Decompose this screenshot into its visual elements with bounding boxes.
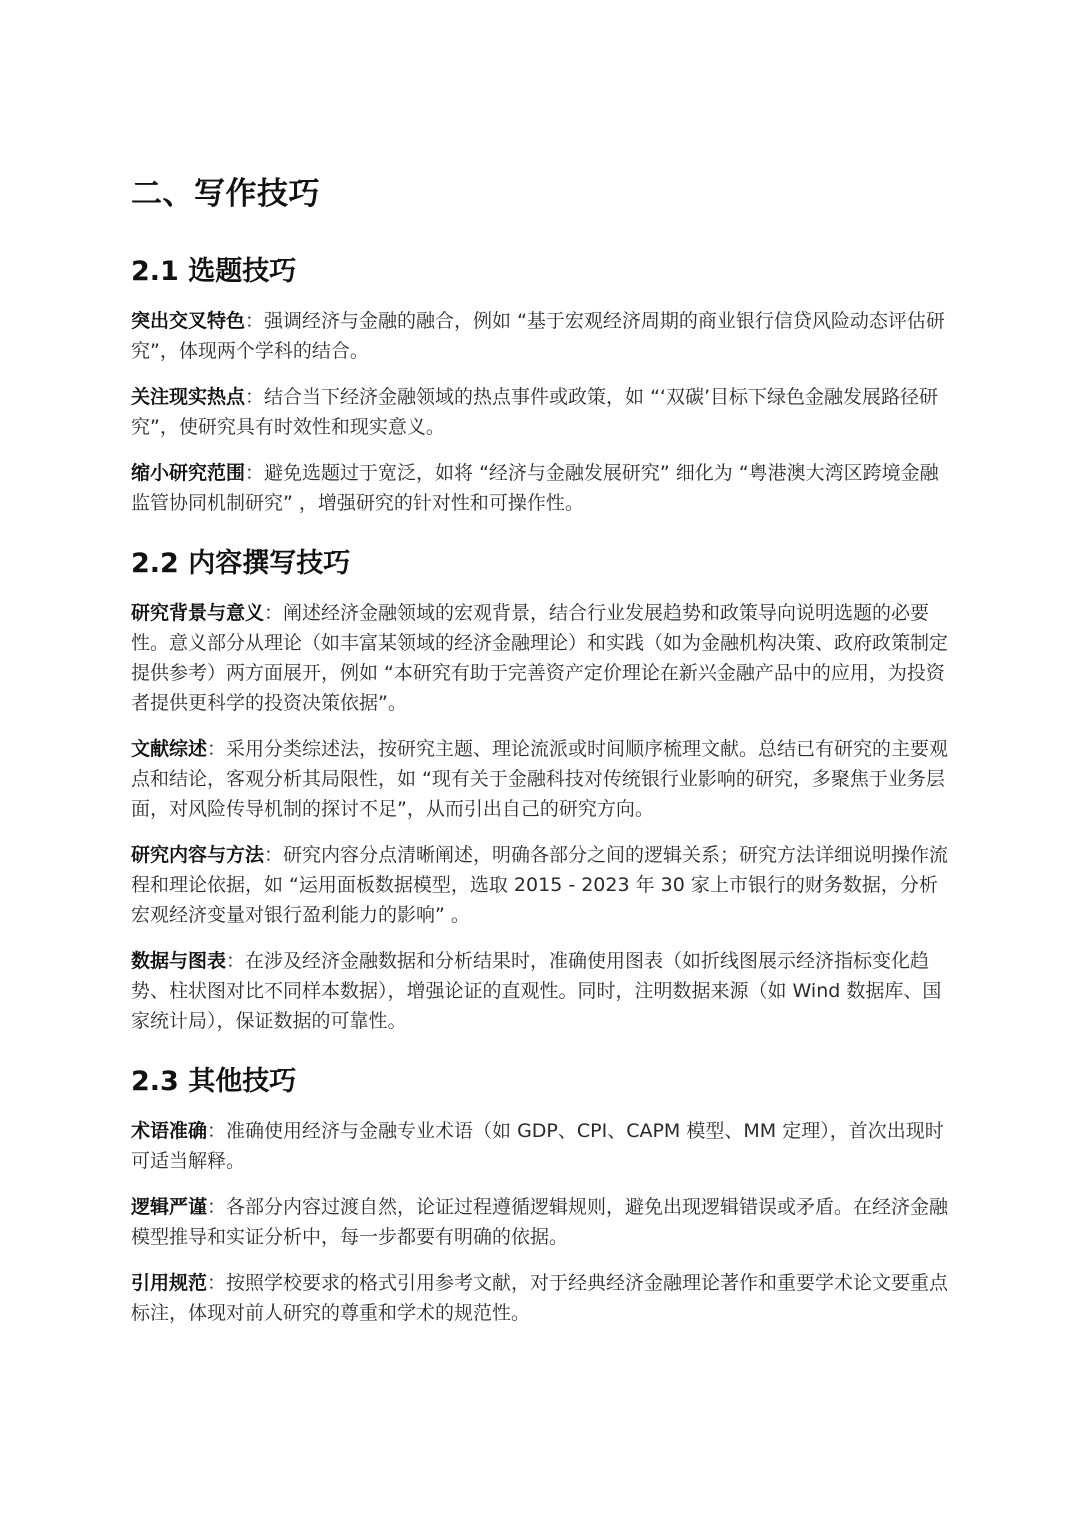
term-label: 突出交叉特色 bbox=[131, 310, 246, 332]
term-separator: ： bbox=[226, 950, 246, 972]
term-separator: ： bbox=[245, 310, 265, 332]
paragraph-text: 在涉及经济金融数据和分析结果时，准确使用图表（如折线图展示经济指标变化趋势、柱状图对比不同样本数据），增强论证的直观性。同时，注明数据来源（如 Wind 数据库、国家统计局），保证数据的可靠性。 bbox=[131, 950, 942, 1032]
paragraph-text: 结合当下经济金融领域的热点事件或政策，如 “‘双碳’目标下绿色金融发展路径研究”，使研究具有时效性和现实意义。 bbox=[131, 386, 938, 438]
paragraph bbox=[131, 458, 951, 518]
term-label: 研究内容与方法 bbox=[131, 844, 265, 866]
paragraph bbox=[131, 946, 951, 1036]
document-content bbox=[131, 168, 951, 1352]
paragraph-text: 按照学校要求的格式引用参考文献，对于经典经济金融理论著作和重要学术论文要重点标注，体现对前人研究的尊重和学术的规范性。 bbox=[131, 1272, 949, 1324]
section-title: 2.2 内容撰写技巧 bbox=[131, 548, 351, 579]
term-label: 数据与图表 bbox=[131, 950, 227, 972]
paragraph bbox=[131, 734, 951, 824]
term-separator: ： bbox=[264, 844, 284, 866]
term-separator: ： bbox=[264, 602, 284, 624]
term-separator: ： bbox=[207, 1120, 227, 1142]
paragraph-text: 强调经济与金融的融合，例如 “基于宏观经济周期的商业银行信贷风险动态评估研究”，体现两个学科的结合。 bbox=[131, 310, 945, 362]
term-label: 关注现实热点 bbox=[131, 386, 246, 408]
term-label: 文献综述 bbox=[131, 738, 208, 760]
paragraph bbox=[131, 598, 951, 718]
paragraph-text: 阐述经济金融领域的宏观背景，结合行业发展趋势和政策导向说明选题的必要性。意义部分从理论（如丰富某领域的经济金融理论）和实践（如为金融机构决策、政府政策制定提供参考）两方面展开，例如 “本研究有助于完善资产定价理论在新兴金融产品中的应用，为投资者提供更科学的投资决策依据”。 bbox=[131, 602, 949, 714]
paragraph bbox=[131, 1192, 951, 1252]
paragraph-text: 采用分类综述法，按研究主题、理论流派或时间顺序梳理文献。总结已有研究的主要观点和结论，客观分析其局限性，如 “现有关于金融科技对传统银行业影响的研究，多聚焦于业务层面，对风险传导机制的探讨不足”，从而引出自己的研究方向。 bbox=[131, 738, 949, 820]
section-title: 2.1 选题技巧 bbox=[131, 256, 297, 287]
paragraph-text: 各部分内容过渡自然，论证过程遵循逻辑规则，避免出现逻辑错误或矛盾。在经济金融模型推导和实证分析中，每一步都要有明确的依据。 bbox=[131, 1196, 949, 1248]
section-topic-selection bbox=[131, 250, 951, 518]
section-other-tips bbox=[131, 1060, 951, 1328]
term-label: 术语准确 bbox=[131, 1120, 208, 1142]
section-title: 2.3 其他技巧 bbox=[131, 1066, 297, 1097]
paragraph bbox=[131, 1116, 951, 1176]
chapter-title: 二、写作技巧 bbox=[131, 176, 320, 212]
section-content-writing bbox=[131, 542, 951, 1036]
paragraph-text: 避免选题过于宽泛，如将 “经济与金融发展研究” 细化为 “粤港澳大湾区跨境金融监管协同机制研究” ，增强研究的针对性和可操作性。 bbox=[131, 462, 939, 514]
term-separator: ： bbox=[207, 1196, 227, 1218]
paragraph bbox=[131, 1268, 951, 1328]
term-separator: ： bbox=[207, 738, 227, 760]
paragraph bbox=[131, 382, 951, 442]
paragraph-text: 准确使用经济与金融专业术语（如 GDP、CPI、CAPM 模型、MM 定理），首次出现时可适当解释。 bbox=[131, 1120, 944, 1172]
term-label: 逻辑严谨 bbox=[131, 1196, 208, 1218]
term-separator: ： bbox=[245, 386, 265, 408]
paragraph bbox=[131, 306, 951, 366]
term-label: 缩小研究范围 bbox=[131, 462, 246, 484]
term-separator: ： bbox=[207, 1272, 227, 1294]
term-label: 引用规范 bbox=[131, 1272, 208, 1294]
paragraph-text: 研究内容分点清晰阐述，明确各部分之间的逻辑关系；研究方法详细说明操作流程和理论依据，如 “运用面板数据模型，选取 2015 - 2023 年 30 家上市银行的财务数据，分析宏观经济变量对银行盈利能力的影响” 。 bbox=[131, 844, 949, 926]
paragraph bbox=[131, 840, 951, 930]
term-separator: ： bbox=[245, 462, 265, 484]
term-label: 研究背景与意义 bbox=[131, 602, 265, 624]
